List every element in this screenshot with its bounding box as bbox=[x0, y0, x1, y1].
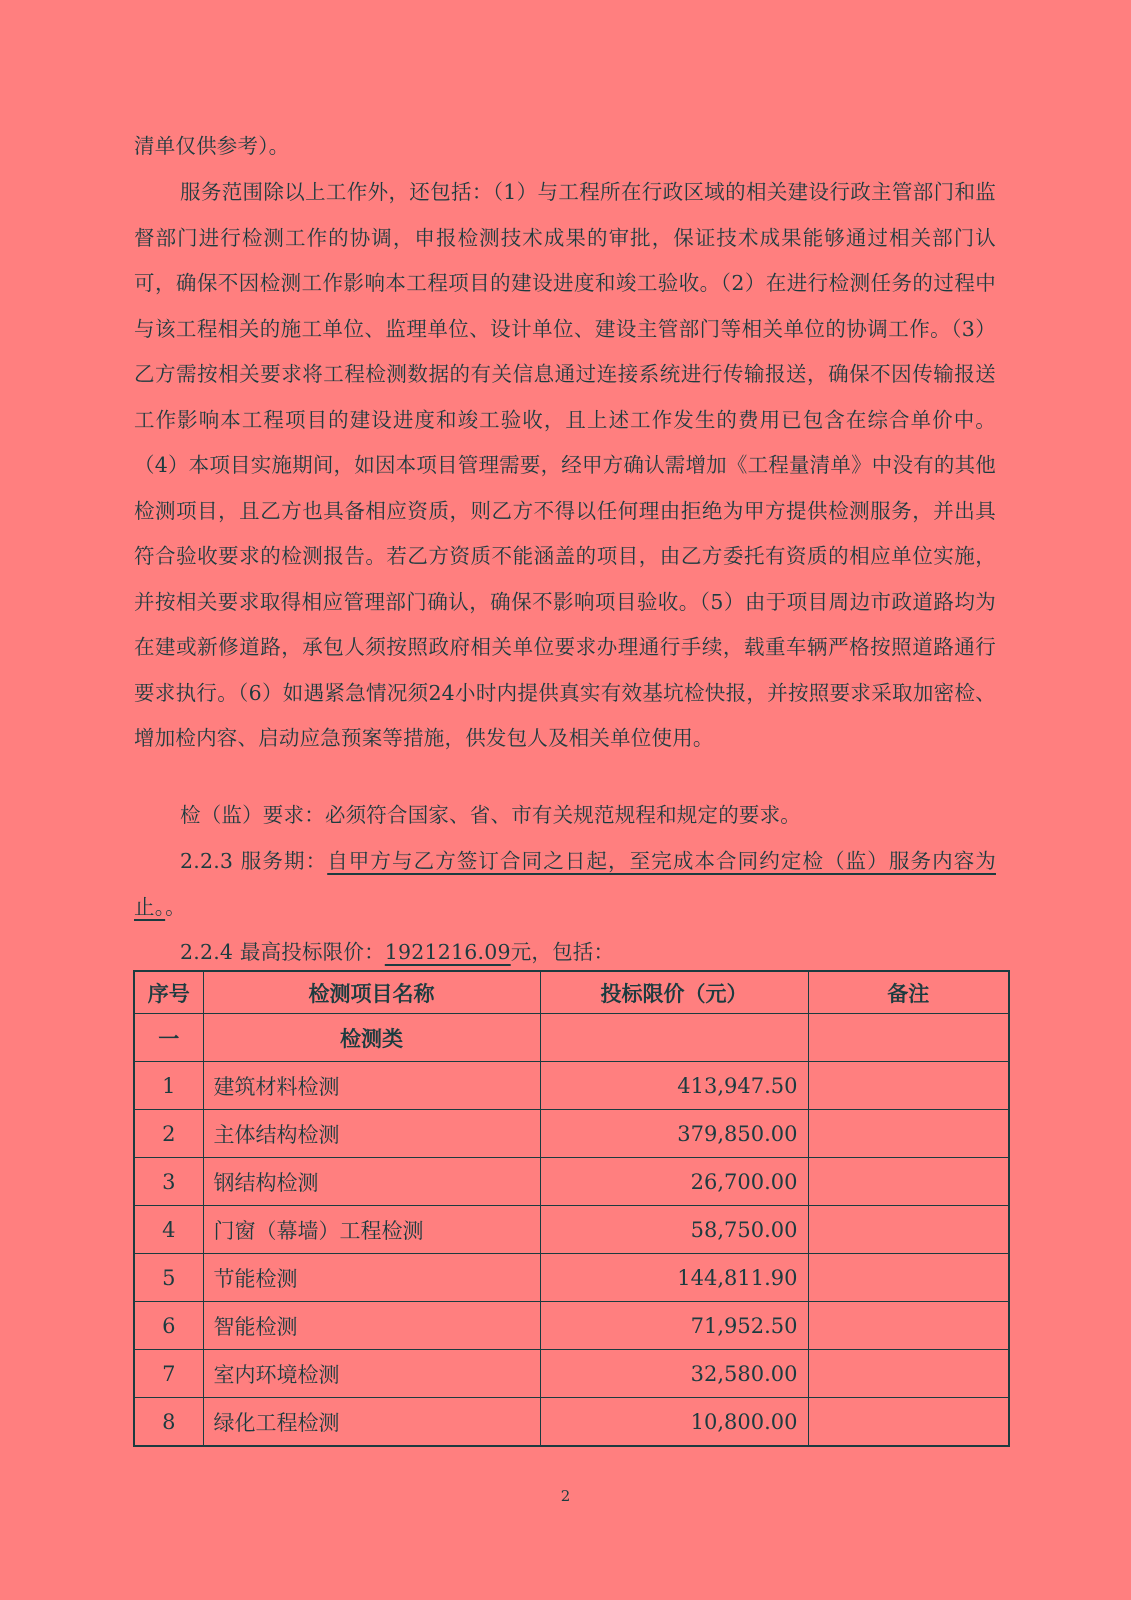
table-row bbox=[134, 1206, 1009, 1254]
paragraph-max-bid-price bbox=[134, 930, 996, 976]
row-item-name: 门窗（幕墙）工程检测 bbox=[203, 1206, 540, 1254]
row-note bbox=[808, 1254, 1009, 1302]
category-price bbox=[540, 1014, 808, 1062]
row-bid-price: 413,947.50 bbox=[540, 1062, 808, 1110]
max-bid-price-amount: 1921216.09 bbox=[384, 940, 511, 964]
row-item-name: 建筑材料检测 bbox=[203, 1062, 540, 1110]
row-bid-price: 144,811.90 bbox=[540, 1254, 808, 1302]
paragraph-service-period bbox=[134, 839, 996, 930]
row-item-name: 智能检测 bbox=[203, 1302, 540, 1350]
page-number: 2 bbox=[560, 1487, 571, 1505]
row-note bbox=[808, 1398, 1009, 1447]
row-seq: 2 bbox=[134, 1110, 203, 1158]
paragraph-service-scope: 服务范围除以上工作外，还包括：（1）与工程所在行政区域的相关建设行政主管部门和监督部门进行检测工作的协调，申报检测技术成果的审批，保证技术成果能够通过相关部门认可，确保不因检测工作影响本工程项目的建设进度和竣工验收。（2）在进行检测任务的过程中与该工程相关的施工单位、监理单位、设计单位、建设主管部门等相关单位的协调工作。（3）乙方需按相关要求将工程检测数据的有关信息通过连接系统进行传输报送，确保不因传输报送工作影响本工程项目的建设进度和竣工验收，且上述工作发生的费用已包含在综合单价中。（4）本项目实施期间，如因本项目管理需要，经甲方确认需增加《工程量清单》中没有的其他检测项目，且乙方也具备相应资质，则乙方不得以任何理由拒绝为甲方提供检测服务，并出具符合验收要求的检测报告。若乙方资质不能涵盖的项目，由乙方委托有资质的相应单位实施，并按相关要求取得相应管理部门确认，确保不影响项目验收。（5）由于项目周边市政道路均为在建或新修道路，承包人须按照政府相关单位要求办理通行手续，载重车辆严格按照道路通行要求执行。（6）如遇紧急情况须24小时内提供真实有效基坑检快报，并按照要求采取加密检、增加检内容、启动应急预案等措施，供发包人及相关单位使用。 bbox=[134, 180, 996, 750]
row-bid-price: 26,700.00 bbox=[540, 1158, 808, 1206]
row-item-name: 钢结构检测 bbox=[203, 1158, 540, 1206]
header-item-name: 检测项目名称 bbox=[203, 971, 540, 1014]
row-seq: 3 bbox=[134, 1158, 203, 1206]
table-row bbox=[134, 1350, 1009, 1398]
table-row bbox=[134, 1302, 1009, 1350]
row-item-name: 主体结构检测 bbox=[203, 1110, 540, 1158]
max-bid-price-suffix: 元，包括： bbox=[510, 940, 615, 964]
category-note bbox=[808, 1014, 1009, 1062]
row-bid-price: 32,580.00 bbox=[540, 1350, 808, 1398]
row-note bbox=[808, 1350, 1009, 1398]
category-seq: 一 bbox=[134, 1014, 203, 1062]
row-note bbox=[808, 1206, 1009, 1254]
bid-price-table bbox=[133, 970, 1010, 1447]
row-item-name: 绿化工程检测 bbox=[203, 1398, 540, 1447]
row-bid-price: 379,850.00 bbox=[540, 1110, 808, 1158]
paragraph-continuation: 清单仅供参考）。 bbox=[134, 134, 290, 158]
row-note bbox=[808, 1110, 1009, 1158]
row-bid-price: 71,952.50 bbox=[540, 1302, 808, 1350]
row-seq: 8 bbox=[134, 1398, 203, 1447]
row-bid-price: 58,750.00 bbox=[540, 1206, 808, 1254]
header-seq: 序号 bbox=[134, 971, 203, 1014]
row-item-name: 节能检测 bbox=[203, 1254, 540, 1302]
row-seq: 1 bbox=[134, 1062, 203, 1110]
max-bid-price-label: 2.2.4 最高投标限价： bbox=[180, 940, 385, 964]
table-row bbox=[134, 1158, 1009, 1206]
table-row bbox=[134, 1110, 1009, 1158]
row-note bbox=[808, 1062, 1009, 1110]
row-note bbox=[808, 1302, 1009, 1350]
service-period-label: 2.2.3 服务期： bbox=[180, 849, 328, 873]
row-seq: 5 bbox=[134, 1254, 203, 1302]
service-period-suffix: 。 bbox=[165, 894, 186, 919]
row-seq: 4 bbox=[134, 1206, 203, 1254]
paragraph-inspection-requirements: 检（监）要求：必须符合国家、省、市有关规范规程和规定的要求。 bbox=[180, 803, 801, 827]
header-bid-price: 投标限价（元） bbox=[540, 971, 808, 1014]
category-name: 检测类 bbox=[203, 1014, 540, 1062]
row-seq: 6 bbox=[134, 1302, 203, 1350]
table-header-row bbox=[134, 971, 1009, 1014]
row-note bbox=[808, 1158, 1009, 1206]
header-note: 备注 bbox=[808, 971, 1009, 1014]
table-row bbox=[134, 1062, 1009, 1110]
row-item-name: 室内环境检测 bbox=[203, 1350, 540, 1398]
table-row bbox=[134, 1254, 1009, 1302]
row-seq: 7 bbox=[134, 1350, 203, 1398]
service-period-value: 自甲方与乙方签订合同之日起，至完成本合同约定检（监）服务内容为止。 bbox=[134, 849, 996, 919]
row-bid-price: 10,800.00 bbox=[540, 1398, 808, 1447]
category-row bbox=[134, 1014, 1009, 1062]
table-row bbox=[134, 1398, 1009, 1447]
